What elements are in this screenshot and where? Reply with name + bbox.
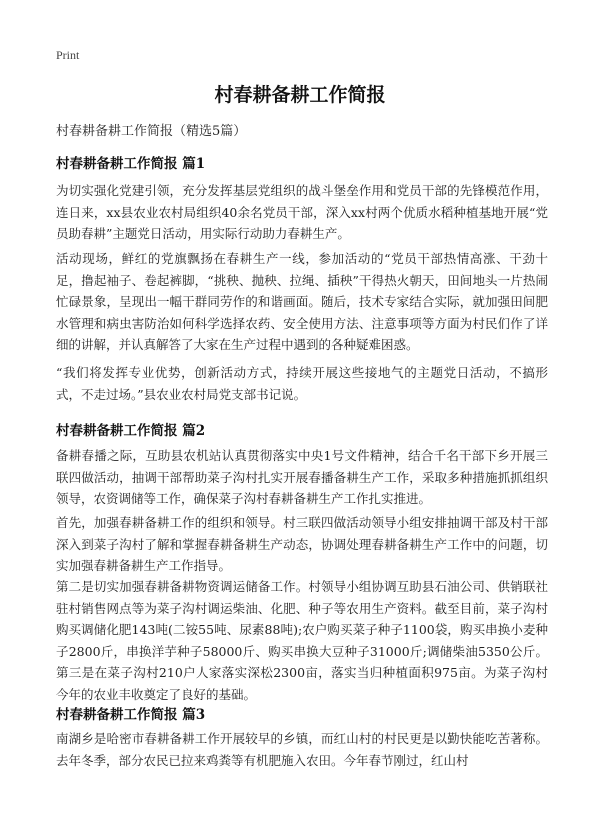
section-1-paragraph-1: 为切实强化党建引领，充分发挥基层党组织的战斗堡垒作用和党员干部的先锋模范作用，连日来，xx县农业农村局组织40余名党员干部，深入xx村两个优质水稻种植基地开展“党员助春耕”主题党日活动，用实际行动助力春耕生产。 <box>56 183 548 241</box>
section-2-paragraph-2: 首先，加强春耕备耕工作的组织和领导。村三联四做活动领导小组安排抽调干部及村干部深入到菜子沟村了解和掌握春耕备耕生产动态，协调处理春耕备耕生产工作中的问题，切实加强春耕备耕生产工作指导。 <box>56 515 548 573</box>
section-2-paragraph-3: 第二是切实加强春耕备耕物资调运储备工作。村领导小组协调互助县石油公司、供销联社驻村销售网点等为菜子沟村调运柴油、化肥、种子等农用生产资料。截至目前，菜子沟村购买调储化肥143吨(二铵55吨、尿素88吨);农户购买菜子种子1100袋，购买串换小麦种子2800斤，串换洋芋种子58000斤、购买串换大豆种子31000斤;调储柴油5350公斤。第三是在菜子沟村210户人家落实深松2300亩，落实当归种植面积975亩。为菜子沟村今年的农业丰收奠定了良好的基础。 <box>56 579 548 702</box>
section-1-paragraph-2: 活动现场，鲜红的党旗飘扬在春耕生产一线，参加活动的“党员干部热情高涨、干劲十足，撸起袖子、卷起裤脚，“挑秧、抛秧、拉绳、插秧”干得热火朝天，田间地头一片热闹忙碌景象，呈现出一幅干群同劳作的和谐画面。随后，技术专家结合实际，就加强田间肥水管理和病虫害防治如何科学选择农药、安全使用方法、注意事项等方面为村民们作了详细的讲解，并认真解答了大家在生产过程中遇到的各种疑难困惑。 <box>56 251 548 352</box>
section-heading-3: 村春耕备耕工作简报 篇3 <box>56 707 206 723</box>
section-3-paragraph-1: 南湖乡是哈密市春耕备耕工作开展较早的乡镇，而红山村的村民更是以勤快能吃苦著称。去年冬季，部分农民已拉来鸡粪等有机肥施入农田。今年春节刚过，红山村 <box>56 731 548 768</box>
print-label: Print <box>56 48 80 62</box>
subtitle: 村春耕备耕工作简报（精选5篇） <box>56 124 247 139</box>
section-1-paragraph-3: “我们将发挥专业优势，创新活动方式，持续开展这些接地气的主题党日活动，不搞形式，不走过场。”县农业农村局党支部书记说。 <box>56 365 548 402</box>
section-heading-2: 村春耕备耕工作简报 篇2 <box>56 423 206 439</box>
page-title: 村春耕备耕工作简报 <box>214 84 386 106</box>
section-heading-1: 村春耕备耕工作简报 篇1 <box>56 156 206 172</box>
section-2-paragraph-1: 备耕春播之际，互助县农机站认真贯彻落实中央1号文件精神，结合千名干部下乡开展三联四做活动，抽调干部帮助菜子沟村扎实开展春播备耕生产工作，采取多种措施抓抓组织领导，农资调储等工作，确保菜子沟村春耕备耕生产工作扎实推进。 <box>56 448 548 506</box>
